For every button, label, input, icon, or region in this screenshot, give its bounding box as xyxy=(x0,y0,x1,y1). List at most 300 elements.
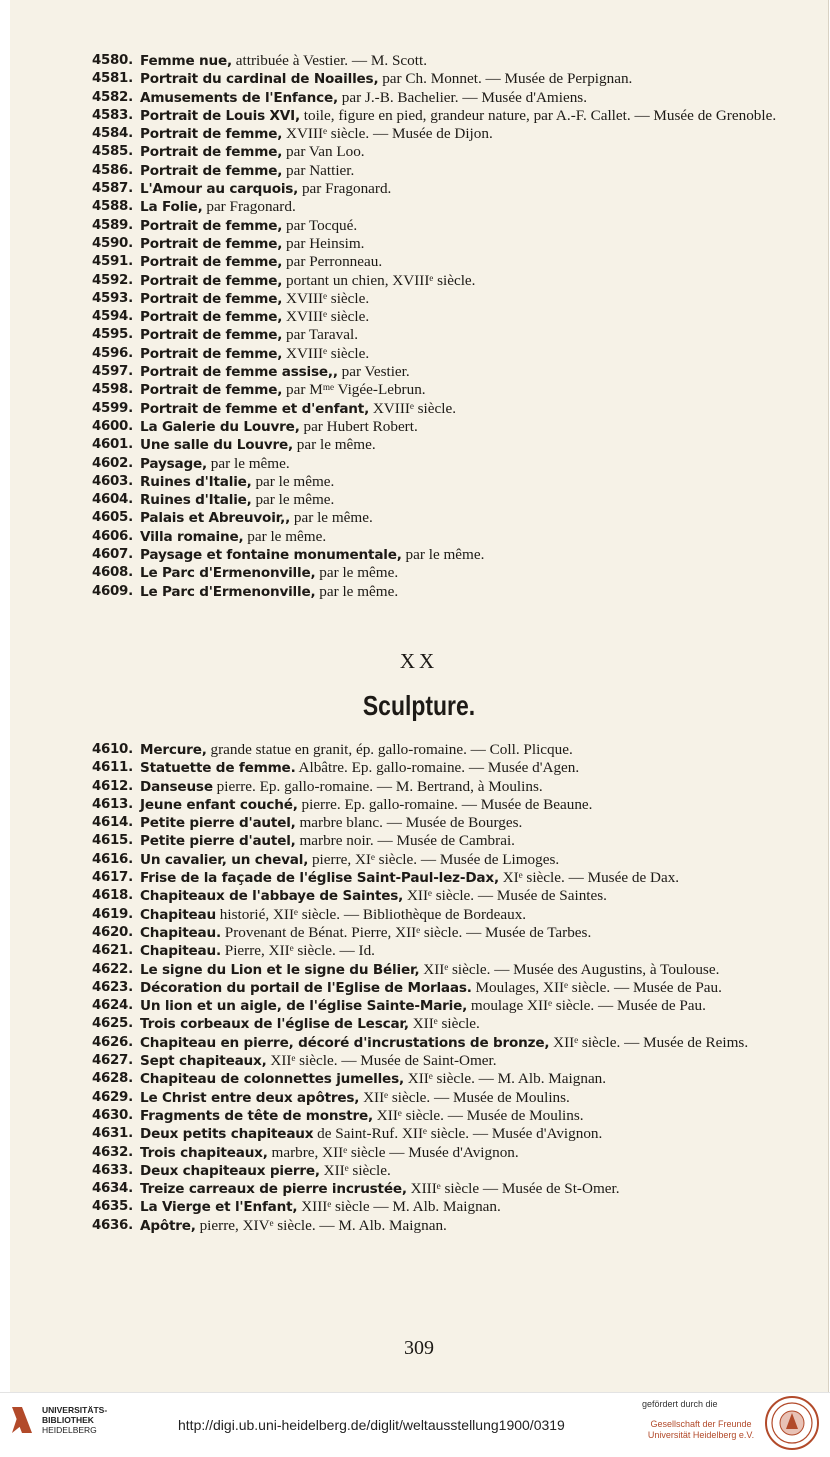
entry-text xyxy=(140,778,782,796)
entry-description: XIIIᵉ siècle — Musée de St-Omer. xyxy=(406,1180,620,1198)
entry-description: pierre, XIVᵉ siècle. — M. Alb. Maignan. xyxy=(195,1216,447,1234)
entry-description: Provenant de Bénat. Pierre, XIIᵉ siècle. — Musée de Tarbes. xyxy=(220,923,592,941)
entry-description: par le même. xyxy=(315,564,399,582)
entry-text xyxy=(140,52,782,70)
entry-text xyxy=(140,473,782,491)
entry-title: Jeune enfant couché, xyxy=(140,796,298,813)
entry-number: 4610. xyxy=(92,742,133,757)
entry-number: 4612. xyxy=(92,778,133,794)
entry-text xyxy=(140,70,782,88)
entry-text xyxy=(140,436,782,454)
entry-title: Portrait de femme, xyxy=(140,126,283,143)
entry-title: Petite pierre d'autel, xyxy=(140,815,296,832)
page-number: 309 xyxy=(404,1337,434,1359)
entry-title: Chapiteau en pierre, décoré d'incrustations de bronze, xyxy=(140,1034,550,1051)
entry-text xyxy=(140,491,782,509)
entry-title: Apôtre, xyxy=(140,1217,196,1234)
catalogue-entry xyxy=(92,1034,782,1052)
entry-title: Portrait du cardinal de Noailles, xyxy=(140,71,379,88)
entry-title: Portrait de femme, xyxy=(140,272,283,289)
catalogue-entry xyxy=(92,814,782,832)
entry-description: par Perronneau. xyxy=(282,253,383,271)
entry-title: Portrait de femme, xyxy=(140,235,283,252)
entry-text xyxy=(140,741,782,759)
entry-text xyxy=(140,198,782,216)
entry-number: 4631. xyxy=(92,1126,133,1142)
entry-text xyxy=(140,418,782,436)
entry-title: Chapiteaux de l'abbaye de Saintes, xyxy=(140,888,404,905)
entry-text xyxy=(140,180,782,198)
catalogue-entry xyxy=(92,1015,782,1033)
entry-number: 4613. xyxy=(92,796,133,812)
entry-number: 4633. xyxy=(92,1162,133,1178)
entry-text xyxy=(140,308,782,326)
catalogue-entry xyxy=(92,1052,782,1070)
entry-description: par le même. xyxy=(292,436,376,454)
catalogue-entry xyxy=(92,143,782,161)
entry-text xyxy=(140,759,782,777)
entry-number: 4601. xyxy=(92,437,133,453)
catalogue-entry xyxy=(92,436,782,454)
entry-text xyxy=(140,290,782,308)
entry-number: 4585. xyxy=(92,144,133,160)
entry-number: 4597. xyxy=(92,364,133,380)
entry-title: Le Parc d'Ermenonville, xyxy=(140,565,316,582)
catalogue-entry xyxy=(92,253,782,271)
catalogue-entry xyxy=(92,924,782,942)
entry-text xyxy=(140,814,782,832)
catalogue-entry xyxy=(92,997,782,1015)
entry-number: 4590. xyxy=(92,235,133,251)
entry-title: Mercure, xyxy=(140,742,207,758)
catalogue-entry xyxy=(92,1089,782,1107)
entry-number: 4596. xyxy=(92,345,133,361)
catalogue-entry xyxy=(92,759,782,777)
entry-text xyxy=(140,906,782,924)
entry-text xyxy=(140,1015,782,1033)
entry-text xyxy=(140,253,782,271)
catalogue-entry xyxy=(92,1107,782,1125)
entry-description: par le même. xyxy=(401,546,485,564)
entry-text xyxy=(140,564,782,582)
entry-title: Femme nue, xyxy=(140,53,232,69)
entry-number: 4630. xyxy=(92,1107,133,1123)
entry-text xyxy=(140,89,782,107)
permalink-url[interactable]: http://digi.ub.uni-heidelberg.de/diglit/weltausstellung1900/0319 xyxy=(178,1417,565,1433)
entry-description: XIIᵉ siècle. — Musée de Saint-Omer. xyxy=(266,1052,497,1070)
entry-title: Statuette de femme. xyxy=(140,760,296,777)
entry-number: 4586. xyxy=(92,162,133,178)
catalogue-entry xyxy=(92,583,782,601)
entry-title: Trois corbeaux de l'église de Lescar, xyxy=(140,1016,409,1033)
entry-title: Portrait de femme assise,, xyxy=(140,364,338,381)
catalogue-entry xyxy=(92,887,782,905)
entry-number: 4619. xyxy=(92,906,133,922)
entry-text xyxy=(140,997,782,1015)
catalogue-entry xyxy=(92,162,782,180)
entry-description: Albâtre. Ep. gallo-romaine. — Musée d'Agen. xyxy=(295,759,580,777)
entry-title: Trois chapiteaux, xyxy=(140,1144,268,1161)
entry-number: 4593. xyxy=(92,290,133,306)
entry-text xyxy=(140,272,782,290)
entry-text xyxy=(140,1180,782,1198)
entry-number: 4598. xyxy=(92,382,133,398)
catalogue-entry xyxy=(92,89,782,107)
entry-title: Portrait de femme, xyxy=(140,162,283,179)
entry-number: 4608. xyxy=(92,565,133,581)
entry-title: Villa romaine, xyxy=(140,528,244,545)
entry-text xyxy=(140,1034,782,1052)
entry-title: Décoration du portail de l'Eglise de Morlaas. xyxy=(140,979,472,996)
entry-title: Portrait de femme, xyxy=(140,309,283,326)
entry-text xyxy=(140,869,782,887)
catalogue-entry xyxy=(92,363,782,381)
catalogue-entry xyxy=(92,52,782,70)
entry-number: 4620. xyxy=(92,924,133,940)
entry-description: XVIIIᵉ siècle. xyxy=(282,344,370,362)
entry-text xyxy=(140,1198,782,1216)
entry-description: pierre. Ep. gallo-romaine. — Musée de Beaune. xyxy=(297,795,593,813)
entry-text xyxy=(140,455,782,473)
entry-title: Chapiteau xyxy=(140,906,216,923)
entry-number: 4604. xyxy=(92,492,133,508)
catalogue-entry xyxy=(92,1162,782,1180)
entry-number: 4615. xyxy=(92,833,133,849)
entry-number: 4584. xyxy=(92,126,133,142)
entry-number: 4616. xyxy=(92,851,133,867)
entry-description: par le même. xyxy=(243,527,327,545)
sculpture-entries-list xyxy=(92,741,782,1235)
catalogue-entry xyxy=(92,107,782,125)
logo-line-2: BIBLIOTHEK xyxy=(42,1415,94,1425)
entry-text xyxy=(140,1052,782,1070)
catalogue-entry xyxy=(92,509,782,527)
entry-number: 4609. xyxy=(92,583,133,599)
entry-number: 4603. xyxy=(92,473,133,489)
entry-description: par Heinsim. xyxy=(282,234,365,252)
entry-text xyxy=(140,583,782,601)
digitization-footer xyxy=(0,1392,830,1457)
entry-number: 4589. xyxy=(92,217,133,233)
entry-description: XVIIIᵉ siècle. — Musée de Dijon. xyxy=(282,125,493,143)
catalogue-entry xyxy=(92,217,782,235)
entry-description: XIIᵉ siècle. — Musée des Augustins, à Toulouse. xyxy=(419,960,720,978)
entry-title: Deux chapiteaux pierre, xyxy=(140,1162,320,1179)
entry-description: par Nattier. xyxy=(282,161,355,179)
entry-title: Le Christ entre deux apôtres, xyxy=(140,1089,360,1106)
entry-description: XIIᵉ siècle. — M. Alb. Maignan. xyxy=(403,1070,607,1088)
entry-number: 4583. xyxy=(92,107,133,123)
entry-text xyxy=(140,125,782,143)
entry-number: 4599. xyxy=(92,400,133,416)
entry-number: 4592. xyxy=(92,272,133,288)
entry-text xyxy=(140,832,782,850)
entry-number: 4635. xyxy=(92,1199,133,1215)
entry-number: 4617. xyxy=(92,870,133,886)
entry-description: par Vestier. xyxy=(337,363,410,381)
entry-description: toile, figure en pied, grandeur nature, par A.-F. Callet. — Musée de Grenoble. xyxy=(299,106,777,124)
entry-text xyxy=(140,1125,782,1143)
catalogue-entry xyxy=(92,1125,782,1143)
catalogue-entry xyxy=(92,906,782,924)
catalogue-entry xyxy=(92,180,782,198)
entry-description: marbre, XIIᵉ siècle — Musée d'Avignon. xyxy=(267,1143,519,1161)
entry-title: Portrait de femme, xyxy=(140,290,283,307)
entry-number: 4607. xyxy=(92,547,133,563)
entry-number: 4627. xyxy=(92,1053,133,1069)
entry-description: par le même. xyxy=(207,454,290,472)
entry-description: par J.-B. Bachelier. — Musée d'Amiens. xyxy=(337,88,587,106)
entry-text xyxy=(140,400,782,418)
catalogue-entry xyxy=(92,741,782,759)
entry-number: 4582. xyxy=(92,89,133,105)
entry-title: Le signe du Lion et le signe du Bélier, xyxy=(140,961,420,978)
entry-title: Amusements de l'Enfance, xyxy=(140,89,338,106)
catalogue-entry xyxy=(92,125,782,143)
catalogue-entry xyxy=(92,1144,782,1162)
logo-line-3: HEIDELBERG xyxy=(42,1425,97,1435)
entry-text xyxy=(140,509,782,527)
sponsor-name xyxy=(642,1419,760,1441)
entry-number: 4581. xyxy=(92,71,133,87)
entry-title: Ruines d'Italie, xyxy=(140,473,252,490)
catalogue-entry xyxy=(92,851,782,869)
entry-title: Un cavalier, un cheval, xyxy=(140,851,309,868)
entry-title: Ruines d'Italie, xyxy=(140,492,252,509)
entry-title: Portrait de femme, xyxy=(140,144,283,161)
entry-text xyxy=(140,942,782,960)
entry-title: Treize carreaux de pierre incrustée, xyxy=(140,1181,407,1198)
entry-title: Petite pierre d'autel, xyxy=(140,833,296,850)
library-logo-icon xyxy=(8,1403,36,1437)
entry-description: XIIᵉ siècle. — Musée de Moulins. xyxy=(373,1106,584,1124)
entry-number: 4591. xyxy=(92,254,133,270)
entry-number: 4624. xyxy=(92,998,133,1014)
entry-text xyxy=(140,851,782,869)
catalogue-entry xyxy=(92,418,782,436)
catalogue-entry xyxy=(92,546,782,564)
entry-description: Pierre, XIIᵉ siècle. — Id. xyxy=(220,942,375,960)
entry-number: 4634. xyxy=(92,1181,133,1197)
catalogue-entry xyxy=(92,1070,782,1088)
entry-number: 4623. xyxy=(92,979,133,995)
sponsor-line-1: Gesellschaft der Freunde xyxy=(650,1419,752,1429)
catalogue-entry xyxy=(92,290,782,308)
entry-title: Une salle du Louvre, xyxy=(140,437,293,454)
entry-text xyxy=(140,961,782,979)
entry-number: 4594. xyxy=(92,309,133,325)
catalogue-entry xyxy=(92,473,782,491)
entry-title: Paysage, xyxy=(140,455,207,472)
entry-text xyxy=(140,796,782,814)
catalogue-entry xyxy=(92,796,782,814)
entry-title: Chapiteau de colonnettes jumelles, xyxy=(140,1071,404,1088)
scanned-page xyxy=(10,0,829,1392)
entry-title: Sept chapiteaux, xyxy=(140,1053,267,1070)
entry-number: 4626. xyxy=(92,1034,133,1050)
entry-number: 4605. xyxy=(92,510,133,526)
entry-title: La Folie, xyxy=(140,199,203,216)
catalogue-entry xyxy=(92,942,782,960)
entry-title: Fragments de tête de monstre, xyxy=(140,1107,373,1124)
entry-number: 4600. xyxy=(92,418,133,434)
entry-text xyxy=(140,345,782,363)
catalogue-entry xyxy=(92,778,782,796)
entry-title: Le Parc d'Ermenonville, xyxy=(140,583,316,600)
catalogue-entry xyxy=(92,381,782,399)
entry-description: XVIIIᵉ siècle. xyxy=(282,289,370,307)
entry-description: Moulages, XIIᵉ siècle. — Musée de Pau. xyxy=(471,978,722,996)
entry-title: Portrait de femme, xyxy=(140,345,283,362)
entry-number: 4622. xyxy=(92,961,133,977)
entry-description: attribuée à Vestier. — M. Scott. xyxy=(231,52,427,69)
entry-description: XIIᵉ siècle. xyxy=(319,1161,391,1179)
catalogue-entry xyxy=(92,198,782,216)
entry-number: 4611. xyxy=(92,760,133,776)
entry-number: 4632. xyxy=(92,1144,133,1160)
entry-description: par Hubert Robert. xyxy=(299,417,418,435)
entry-number: 4621. xyxy=(92,943,133,959)
entry-title: Palais et Abreuvoir,, xyxy=(140,510,291,527)
entry-description: grande statue en granit, ép. gallo-romaine. — Coll. Plicque. xyxy=(206,741,573,758)
entry-title: Frise de la façade de l'église Saint-Paul-lez-Dax, xyxy=(140,870,499,887)
entry-number: 4580. xyxy=(92,53,133,68)
entry-description: marbre noir. — Musée de Cambrai. xyxy=(295,832,515,850)
catalogue-entry xyxy=(92,272,782,290)
logo-line-1: UNIVERSITÄTS- xyxy=(42,1405,108,1415)
entry-description: XIᵉ siècle. — Musée de Dax. xyxy=(498,869,680,887)
entry-description: de Saint-Ruf. XIIᵉ siècle. — Musée d'Avignon. xyxy=(313,1125,603,1143)
sponsor-label: gefördert durch die xyxy=(642,1399,718,1409)
entry-title: La Vierge et l'Enfant, xyxy=(140,1199,298,1216)
entry-description: pierre, XIᵉ siècle. — Musée de Limoges. xyxy=(308,850,560,868)
entry-title: Portrait de femme, xyxy=(140,382,283,399)
entry-text xyxy=(140,235,782,253)
catalogue-entry xyxy=(92,1180,782,1198)
entry-title: Portrait de femme, xyxy=(140,217,283,234)
entry-text xyxy=(140,1089,782,1107)
section-heading: Sculpture. xyxy=(362,690,476,721)
entry-title: Portrait de Louis XVI, xyxy=(140,107,300,124)
entry-number: 4628. xyxy=(92,1071,133,1087)
entry-description: historié, XIIᵉ siècle. — Bibliothèque de Bordeaux. xyxy=(216,905,527,923)
catalogue-entry xyxy=(92,326,782,344)
entry-description: par le même. xyxy=(290,509,373,527)
entry-description: portant un chien, XVIIIᵉ siècle. xyxy=(282,271,476,289)
entry-text xyxy=(140,381,782,399)
catalogue-entry xyxy=(92,235,782,253)
entry-title: Portrait de femme, xyxy=(140,254,283,271)
catalogue-entry xyxy=(92,1217,782,1235)
entry-title: Chapiteau. xyxy=(140,924,221,941)
entry-description: par Taraval. xyxy=(282,326,359,344)
entry-description: par Mᵐᵉ Vigée-Lebrun. xyxy=(282,381,426,399)
library-logo xyxy=(8,1403,107,1437)
entry-title: Un lion et un aigle, de l'église Sainte-Marie, xyxy=(140,998,468,1015)
entry-description: marbre blanc. — Musée de Bourges. xyxy=(295,814,523,832)
entry-description: XVIIIᵉ siècle. xyxy=(282,308,370,326)
entry-text xyxy=(140,528,782,546)
entry-text xyxy=(140,1217,782,1235)
entry-text xyxy=(140,363,782,381)
catalogue-entry xyxy=(92,491,782,509)
catalogue-entry xyxy=(92,1198,782,1216)
section-number: XX xyxy=(399,649,439,673)
catalogue-entry xyxy=(92,564,782,582)
entry-text xyxy=(140,1144,782,1162)
entry-title: Paysage et fontaine monumentale, xyxy=(140,547,402,564)
entry-text xyxy=(140,887,782,905)
entry-description: XIIIᵉ siècle — M. Alb. Maignan. xyxy=(297,1198,501,1216)
entry-number: 4588. xyxy=(92,199,133,215)
catalogue-entry xyxy=(92,400,782,418)
catalogue-entry xyxy=(92,979,782,997)
entry-description: par Fragonard. xyxy=(202,198,296,216)
catalogue-entry xyxy=(92,308,782,326)
entry-description: XIIᵉ siècle. — Musée de Saintes. xyxy=(403,887,607,905)
entry-text xyxy=(140,924,782,942)
catalogue-entry xyxy=(92,455,782,473)
library-logo-text xyxy=(42,1405,107,1435)
entry-number: 4595. xyxy=(92,327,133,343)
entry-text xyxy=(140,326,782,344)
entry-description: par Van Loo. xyxy=(282,143,365,161)
entry-number: 4629. xyxy=(92,1089,133,1105)
entry-text xyxy=(140,1070,782,1088)
painting-entries-list xyxy=(92,52,782,601)
catalogue-entry xyxy=(92,70,782,88)
entry-text xyxy=(140,143,782,161)
entry-text xyxy=(140,1162,782,1180)
entry-title: Chapiteau. xyxy=(140,943,221,960)
entry-description: par Fragonard. xyxy=(298,180,392,198)
entry-number: 4602. xyxy=(92,455,133,471)
entry-description: XVIIIᵉ siècle. xyxy=(369,399,457,417)
entry-number: 4606. xyxy=(92,528,133,544)
entry-number: 4614. xyxy=(92,815,133,831)
entry-description: par le même. xyxy=(251,491,335,509)
university-seal-icon xyxy=(764,1395,820,1451)
entry-description: par le même. xyxy=(315,582,399,600)
entry-number: 4625. xyxy=(92,1016,133,1032)
entry-title: La Galerie du Louvre, xyxy=(140,418,300,435)
sponsor-block xyxy=(642,1399,760,1441)
catalogue-entry xyxy=(92,832,782,850)
entry-title: Portrait de femme, xyxy=(140,327,283,344)
entry-description: XIIᵉ siècle. — Musée de Reims. xyxy=(549,1033,749,1051)
catalogue-entry xyxy=(92,528,782,546)
catalogue-entry xyxy=(92,869,782,887)
entry-number: 4618. xyxy=(92,888,133,904)
entry-title: L'Amour au carquois, xyxy=(140,181,299,198)
entry-description: par Ch. Monnet. — Musée de Perpignan. xyxy=(378,70,633,88)
entry-description: pierre. Ep. gallo-romaine. — M. Bertrand, à Moulins. xyxy=(212,777,543,795)
entry-text xyxy=(140,979,782,997)
catalogue-entry xyxy=(92,961,782,979)
entry-description: par Tocqué. xyxy=(282,216,358,234)
entry-title: Danseuse xyxy=(140,778,213,795)
entry-description: XIIᵉ siècle. — Musée de Moulins. xyxy=(359,1088,570,1106)
entry-title: Portrait de femme et d'enfant, xyxy=(140,400,370,417)
entry-text xyxy=(140,107,782,125)
entry-description: XIIᵉ siècle. xyxy=(408,1015,480,1033)
entry-title: Deux petits chapiteaux xyxy=(140,1126,314,1143)
catalogue-entry xyxy=(92,345,782,363)
entry-description: moulage XIIᵉ siècle. — Musée de Pau. xyxy=(467,997,706,1015)
entry-number: 4587. xyxy=(92,181,133,197)
entry-number: 4636. xyxy=(92,1217,133,1233)
entry-description: par le même. xyxy=(251,472,335,490)
